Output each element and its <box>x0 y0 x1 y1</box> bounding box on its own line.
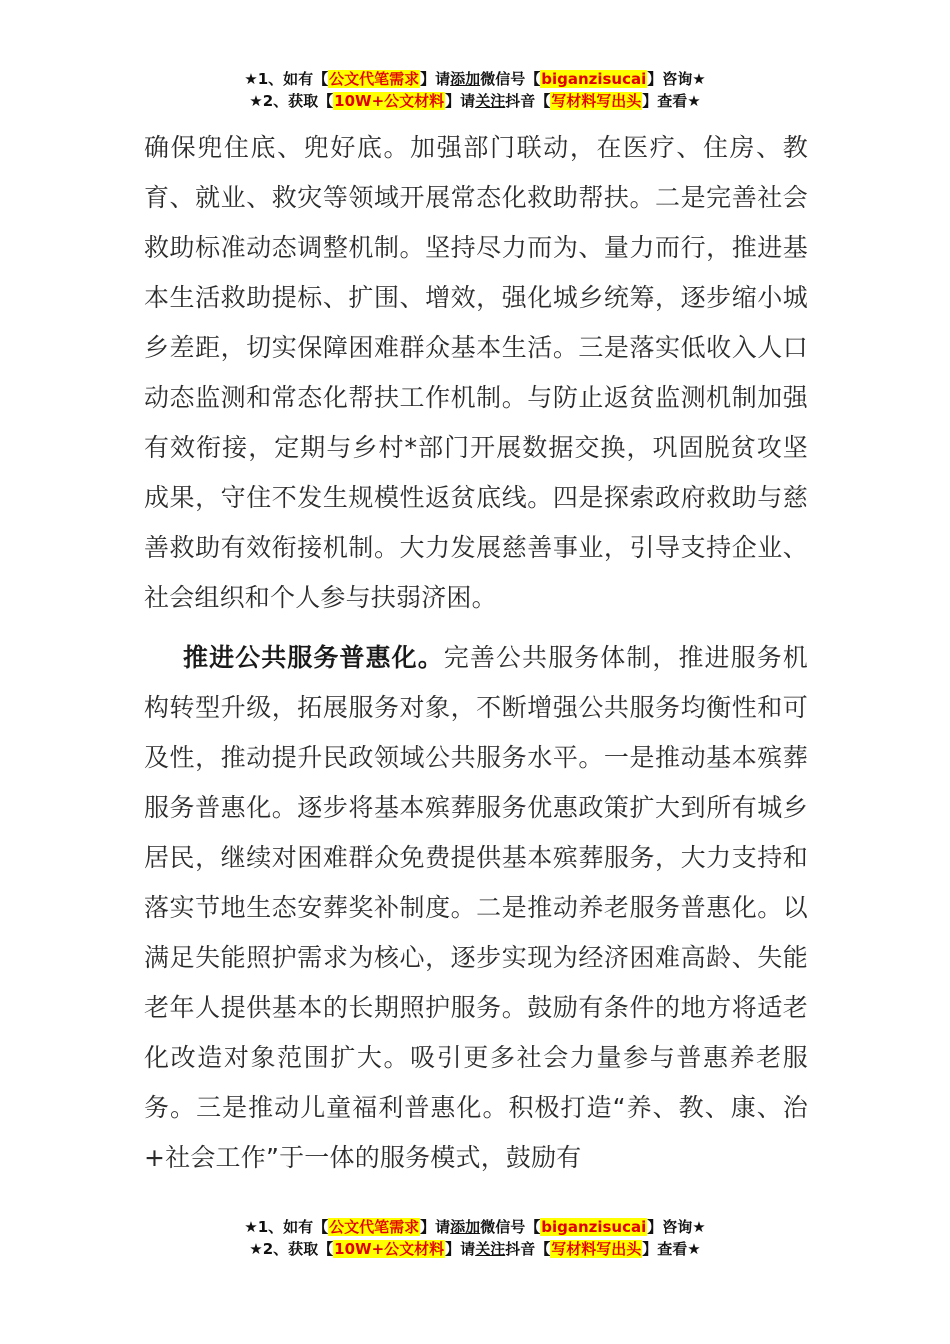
ad-keyword: 添加 <box>450 1218 481 1236</box>
ad-text: 2、获取【 <box>262 92 334 110</box>
document-body <box>144 123 808 1183</box>
star-icon: ★ <box>692 70 706 88</box>
section-heading: 推进公共服务普惠化。 <box>183 643 444 672</box>
ad-text: 微信号【 <box>480 1218 541 1236</box>
ad-text: 】查看 <box>642 1240 688 1258</box>
star-icon: ★ <box>692 1218 706 1236</box>
paragraph <box>144 633 808 1183</box>
ad-keyword: 关注 <box>475 92 506 110</box>
ad-highlight: biganzisucai <box>541 70 647 88</box>
ad-line-2 <box>0 90 950 112</box>
ad-highlight: 公文代笔需求 <box>329 1218 420 1236</box>
ad-highlight: biganzisucai <box>541 1218 647 1236</box>
ad-banner-top <box>0 68 950 112</box>
ad-text: 】咨询 <box>647 1218 693 1236</box>
ad-text: 】请 <box>445 92 476 110</box>
ad-text: 1、如有【 <box>257 1218 329 1236</box>
ad-text: 】请 <box>445 1240 476 1258</box>
ad-keyword: 添加 <box>450 70 481 88</box>
star-icon: ★ <box>244 70 258 88</box>
star-icon: ★ <box>687 1240 701 1258</box>
ad-highlight: 写材料写出头 <box>551 1240 642 1258</box>
ad-text: 2、获取【 <box>262 1240 334 1258</box>
star-icon: ★ <box>249 92 263 110</box>
ad-text: 】查看 <box>642 92 688 110</box>
ad-text: 微信号【 <box>480 70 541 88</box>
ad-text: 】咨询 <box>647 70 693 88</box>
star-icon: ★ <box>244 1218 258 1236</box>
ad-line-1 <box>0 1216 950 1238</box>
ad-keyword: 关注 <box>475 1240 506 1258</box>
ad-highlight: 写材料写出头 <box>551 92 642 110</box>
paragraph-body: 完善公共服务体制，推进服务机构转型升级，拓展服务对象，不断增强公共服务均衡性和可及性，推动提升民政领域公共服务水平。一是推动基本殡葬服务普惠化。逐步将基本殡葬服务优惠政策扩大到所有城乡居民，继续对困难群众免费提供基本殡葬服务，大力支持和落实节地生态安葬奖补制度。二是推动养老服务普惠化。以满足失能照护需求为核心，逐步实现为经济困难高龄、失能老年人提供基本的长期照护服务。鼓励有条件的地方将适老化改造对象范围扩大。吸引更多社会力量参与普惠养老服务。三是推动儿童福利普惠化。积极打造“养、教、康、治+社会工作”于一体的服务模式，鼓励有 <box>144 643 808 1172</box>
ad-highlight: 10W+公文材料 <box>334 1240 445 1258</box>
star-icon: ★ <box>687 92 701 110</box>
ad-banner-bottom <box>0 1216 950 1260</box>
ad-text: 1、如有【 <box>257 70 329 88</box>
star-icon: ★ <box>249 1240 263 1258</box>
ad-line-1 <box>0 68 950 90</box>
ad-text: 】请 <box>420 1218 451 1236</box>
ad-text: 抖音【 <box>505 92 551 110</box>
ad-line-2 <box>0 1238 950 1260</box>
ad-text: 】请 <box>420 70 451 88</box>
ad-highlight: 公文代笔需求 <box>329 70 420 88</box>
ad-highlight: 10W+公文材料 <box>334 92 445 110</box>
paragraph: 确保兜住底、兜好底。加强部门联动，在医疗、住房、教育、就业、救灾等领域开展常态化救助帮扶。二是完善社会救助标准动态调整机制。坚持尽力而为、量力而行，推进基本生活救助提标、扩围、增效，强化城乡统筹，逐步缩小城乡差距，切实保障困难群众基本生活。三是落实低收入人口动态监测和常态化帮扶工作机制。与防止返贫监测机制加强有效衔接，定期与乡村*部门开展数据交换，巩固脱贫攻坚成果，守住不发生规模性返贫底线。四是探索政府救助与慈善救助有效衔接机制。大力发展慈善事业，引导支持企业、社会组织和个人参与扶弱济困。 <box>144 133 808 612</box>
ad-text: 抖音【 <box>505 1240 551 1258</box>
